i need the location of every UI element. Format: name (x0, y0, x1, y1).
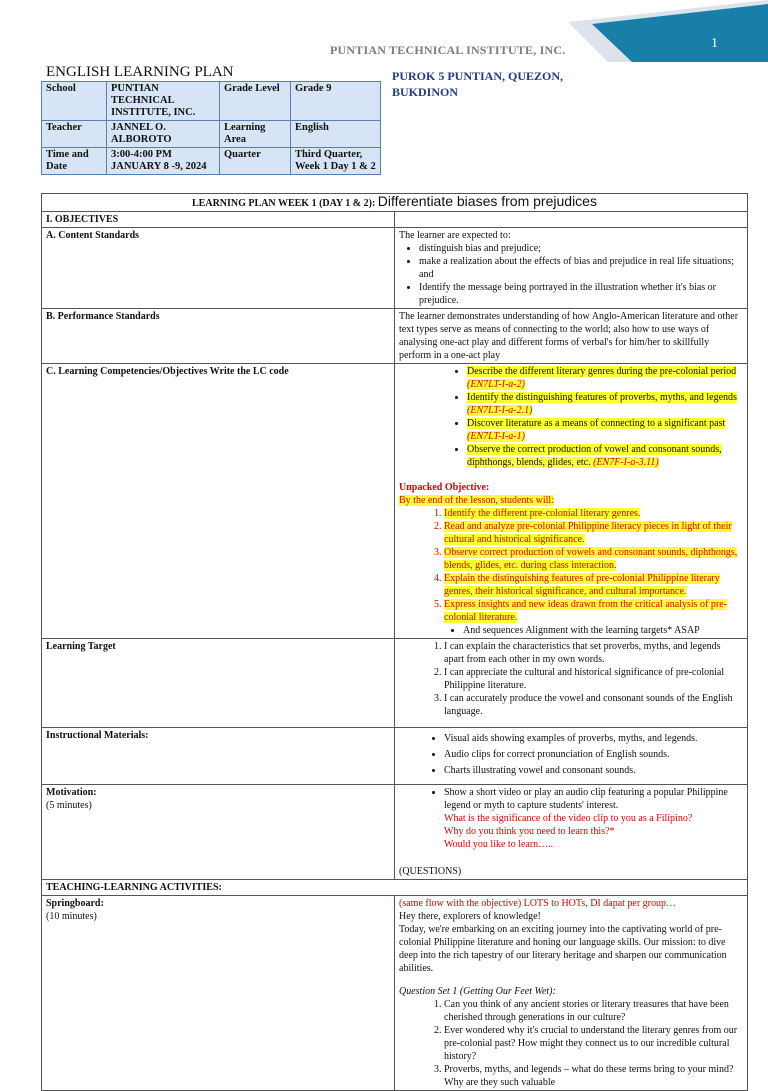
week-topic: Differentiate biases from prejudices (377, 193, 597, 209)
springboard-note: (same flow with the objective) LOTS to HOTs, DI dapat per group… (399, 898, 677, 909)
plan-title: ENGLISH LEARNING PLAN (46, 64, 234, 80)
time-value: 3:00-4:00 PM JANUARY 8 -9, 2024 (107, 148, 220, 175)
question-item: 2. Ever wondered why it's crucial to understand the literary genres from our pre-colonial past? How might they connect us to our incredible cultural history? (444, 1024, 743, 1063)
learning-area-label: Learning Area (220, 121, 291, 148)
institution-address: PUROK 5 PUNTIAN, QUEZON, BUKDINON (392, 69, 564, 99)
motivation-item: • Show a short video or play an audio clip featuring a popular Philippine legend or myth to capture students' interest. (444, 786, 743, 812)
material-item: • Audio clips for correct pronunciation of English sounds. (444, 747, 743, 763)
performance-standards-text: The learner demonstrates understanding of how Anglo-American literature and other text types serve as means of connecting to the world; also how to use ways of analysing one-act play and different forms of verbal's for him/her to skillfully perform in a one-act play (395, 309, 748, 364)
school-label: School (42, 82, 107, 121)
learning-target-cell (395, 639, 748, 728)
quarter-label: Quarter (220, 148, 291, 175)
motivation-question: What is the significance of the video clip to you as a Filipino? (444, 813, 693, 824)
quarter-value: Third Quarter, Week 1 Day 1 & 2 (291, 148, 381, 175)
info-table (41, 81, 381, 175)
materials-cell (395, 728, 748, 785)
question-item: 1. Can you think of any ancient stories or literary treasures that have been cherished through generations in our culture? (444, 998, 743, 1024)
time-label: Time and Date (42, 148, 107, 175)
unpacked-item: 2. Read and analyze pre-colonial Philippine literacy pieces in light of their cultural and historical significance. (444, 520, 743, 546)
teacher-value: JANNEL O. ALBOROTO (107, 121, 220, 148)
target-item: 3. I can accurately produce the vowel and consonant sounds of the English language. (444, 692, 743, 718)
competency-item: • Observe the correct production of vowel and consonant sounds, diphthongs, blends, glides, etc. (EN7F-I-a-3.11) (467, 443, 743, 469)
content-item: • make a realization about the effects of bias and prejudice in real life situations; and (419, 255, 743, 281)
unpacked-intro: By the end of the lesson, students will: (399, 495, 554, 506)
week-title-cell (42, 194, 748, 212)
learning-plan-table (41, 193, 748, 1091)
week-title: LEARNING PLAN WEEK 1 (DAY 1 & 2): (192, 198, 376, 209)
objectives-heading: I. OBJECTIVES (42, 212, 395, 228)
objectives-empty (395, 212, 748, 228)
springboard-text: Today, we're embarking on an exciting journey into the captivating world of pre-colonial Philippine literature and honing our language skills. Our mission: to dive deep into the rich tapestry of our literary heritage and sharpen our communication abilities. (399, 924, 727, 974)
alignment-note: • And sequences Alignment with the learning targets* ASAP (463, 624, 743, 637)
motivation-question: Why do you think you need to learn this?* (444, 826, 615, 837)
target-item: 2. I can appreciate the cultural and historical significance of pre-colonial Philippine literature. (444, 666, 743, 692)
material-item: • Charts illustrating vowel and consonant sounds. (444, 763, 743, 779)
springboard-cell (395, 896, 748, 1091)
motivation-time: (5 minutes) (46, 800, 92, 811)
unpacked-title: Unpacked Objective: (399, 482, 490, 493)
question-set-title: Question Set 1 (Getting Our Feet Wet): (399, 986, 556, 997)
content-standards-label: A. Content Standards (42, 228, 395, 309)
question-item: 3. Proverbs, myths, and legends – what do these terms bring to your mind? Why are they such valuable (444, 1063, 743, 1089)
competency-item: • Describe the different literary genres during the pre-colonial period (EN7LT-I-a-2) (467, 365, 743, 391)
springboard-time: (10 minutes) (46, 911, 97, 922)
motivation-footer: (QUESTIONS) (399, 866, 462, 877)
content-intro: The learner are expected to: (399, 230, 511, 241)
performance-standards-label: B. Performance Standards (42, 309, 395, 364)
motivation-cell (395, 785, 748, 880)
motivation-question: Would you like to learn….. (444, 839, 554, 850)
unpacked-item: 5. Express insights and new ideas drawn from the critical analysis of pre-colonial literature. (444, 598, 743, 624)
springboard-label: Springboard: (46, 898, 104, 909)
unpacked-item: 1. Identify the different pre-colonial literary genres. (444, 507, 743, 520)
institution-name: PUNTIAN TECHNICAL INSTITUTE, INC. (330, 43, 566, 57)
motivation-label: Motivation: (46, 787, 97, 798)
page-number: 1 (711, 36, 718, 51)
content-item: • distinguish bias and prejudice; (419, 242, 743, 255)
competency-item: • Identify the distinguishing features of proverbs, myths, and legends (EN7LT-I-a-2.1) (467, 391, 743, 417)
content-standards-cell (395, 228, 748, 309)
activities-heading: TEACHING-LEARNING ACTIVITIES: (42, 880, 748, 896)
learning-area-value: English (291, 121, 381, 148)
unpacked-item: 3. Observe correct production of vowels and consonant sounds, diphthongs, blends, glides, etc. during class interaction. (444, 546, 743, 572)
competencies-cell (395, 364, 748, 639)
school-value: PUNTIAN TECHNICAL INSTITUTE, INC. (107, 82, 220, 121)
header-corner-band (568, 0, 768, 62)
grade-level-label: Grade Level (220, 82, 291, 121)
grade-level-value: Grade 9 (291, 82, 381, 121)
springboard-greeting: Hey there, explorers of knowledge! (399, 911, 541, 922)
target-item: 1. I can explain the characteristics that set proverbs, myths, and legends apart from each other in my own words. (444, 640, 743, 666)
unpacked-item: 4. Explain the distinguishing features of pre-colonial Philippine literary genres, their historical significance, and cultural importance. (444, 572, 743, 598)
motivation-label-cell (42, 785, 395, 880)
competency-item: • Discover literature as a means of connecting to a significant past (EN7LT-I-a-1) (467, 417, 743, 443)
materials-label: Instructional Materials: (42, 728, 395, 785)
teacher-label: Teacher (42, 121, 107, 148)
springboard-label-cell (42, 896, 395, 1091)
learning-target-label: Learning Target (42, 639, 395, 728)
competencies-label: C. Learning Competencies/Objectives Write the LC code (42, 364, 395, 639)
content-item: • Identify the message being portrayed in the illustration whether it's bias or prejudice. (419, 281, 743, 307)
material-item: • Visual aids showing examples of proverbs, myths, and legends. (444, 731, 743, 747)
